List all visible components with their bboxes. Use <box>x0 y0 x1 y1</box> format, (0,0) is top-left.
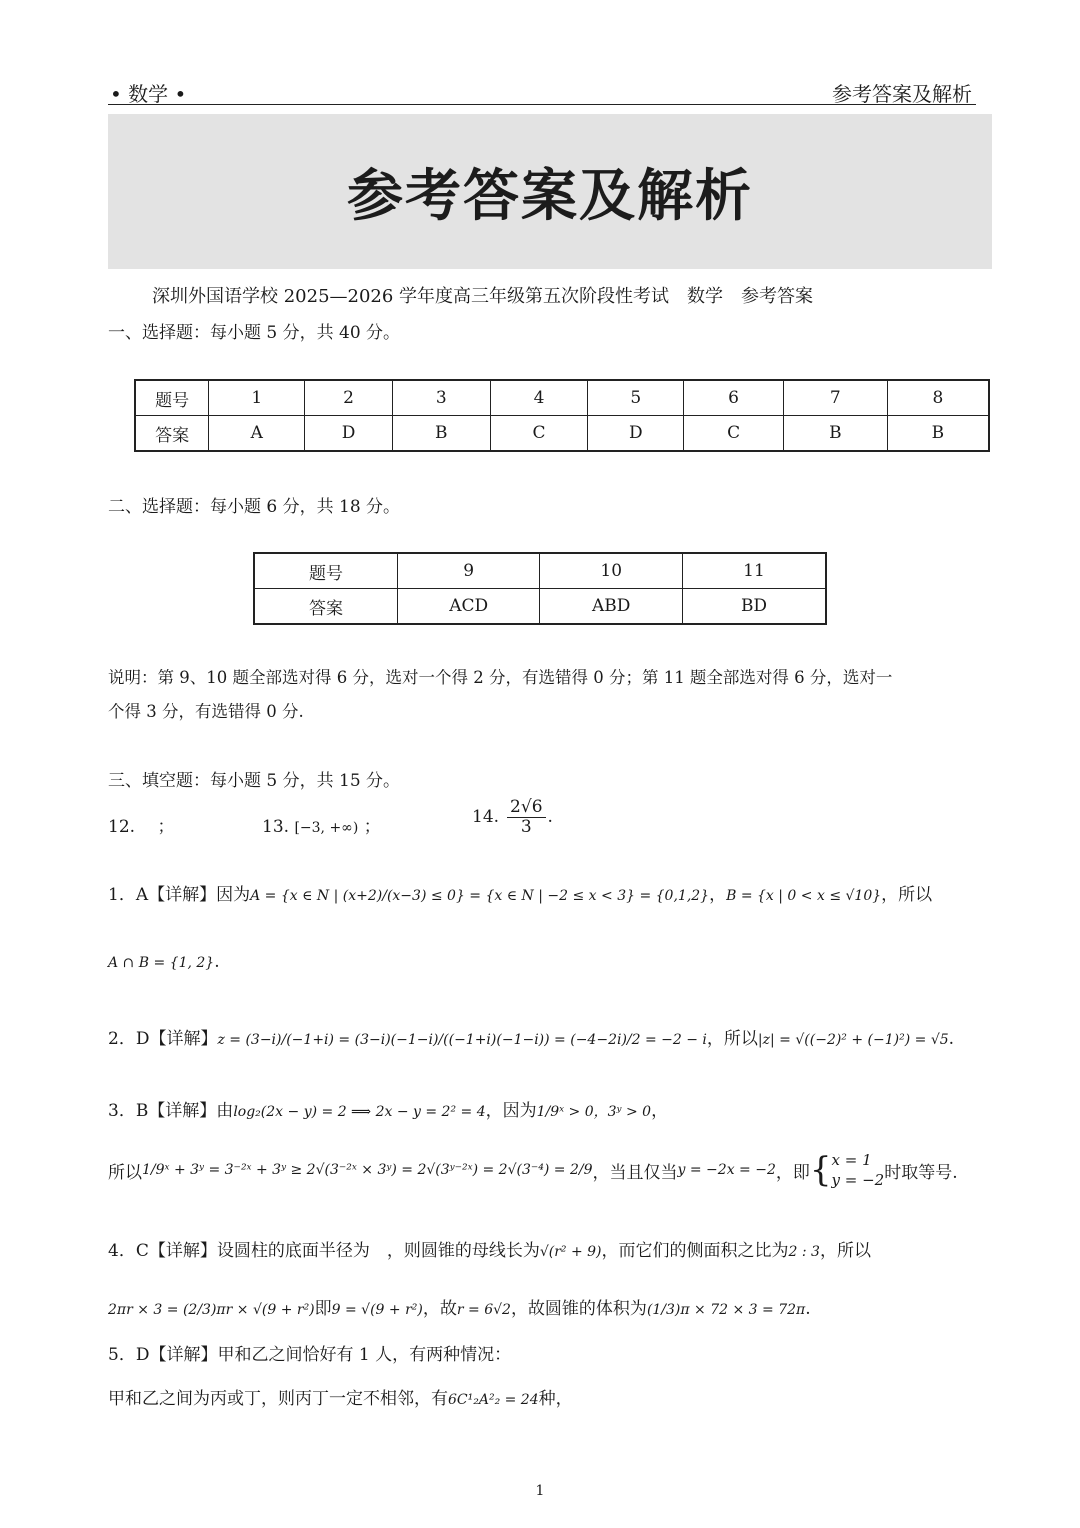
banner-title: 参考答案及解析 <box>347 162 753 229</box>
solution-4-line2 <box>108 1294 811 1319</box>
table-cell-label: 题号 <box>254 553 397 589</box>
table-cell: D <box>305 416 393 452</box>
solution-4-ratio: 2 : 3 <box>788 1244 820 1260</box>
solution-4-mid: ，而它们的侧面积之比为 <box>601 1241 789 1261</box>
solution-3-line2-mid2: ，即 <box>775 1162 810 1183</box>
system-line-1: x = 1 <box>831 1151 872 1169</box>
solution-1-line2-tail: . <box>214 952 220 972</box>
table-cell: 6 <box>684 380 784 416</box>
solution-3-line2-prefix: 所以 <box>108 1162 142 1183</box>
solution-4-equation: 2πr × 3 = (2/3)πr × √(9 + r²) <box>108 1302 315 1318</box>
table-row-answers <box>135 416 989 452</box>
table-cell: ABD <box>540 589 683 625</box>
solution-5-line1: 5．D【详解】甲和乙之间恰好有 1 人，有两种情况： <box>108 1345 512 1365</box>
solution-4-equation-2: 9 = √(9 + r²) <box>331 1302 423 1318</box>
solution-4-prefix: 4．C【详解】设圆柱的底面半径为 ，则圆锥的母线长为 <box>108 1241 540 1261</box>
solution-2-tail: . <box>948 1029 955 1049</box>
table-cell: 5 <box>588 380 684 416</box>
solution-4-volume: (1/3)π × 72 × 3 = 72π <box>646 1302 806 1318</box>
table-cell-label: 答案 <box>254 589 397 625</box>
table-cell: BD <box>683 589 827 625</box>
solution-5-count: 6C¹₂A²₂ = 24 <box>448 1392 539 1408</box>
answer-13-value: [−3, +∞) <box>294 820 359 836</box>
solution-1-intersection: A ∩ B = {1, 2} <box>108 955 215 971</box>
solution-4-tail: ，所以 <box>819 1241 871 1261</box>
table-cell: 2 <box>305 380 393 416</box>
table-cell: ACD <box>397 589 540 625</box>
solution-5-line2-prefix: 甲和乙之间为丙或丁，则丙丁一定不相邻，有 <box>108 1389 448 1409</box>
solution-4-line2-mid3: ，故圆锥的体积为 <box>510 1299 647 1319</box>
answer-14-label: 14. <box>472 807 500 828</box>
document-title: 深圳外国语学校 2025—2026 学年度高三年级第五次阶段性考试 数学 参考答案 <box>152 286 814 307</box>
solution-1-sep: ， <box>709 885 727 905</box>
table-cell: D <box>588 416 684 452</box>
table-cell: A <box>209 416 305 452</box>
solution-1 <box>108 880 932 905</box>
table-cell: 4 <box>490 380 588 416</box>
solution-4-line2-mid2: ，故 <box>422 1299 457 1319</box>
solution-2-expr-z: z = (3−i)/(−1+i) = (3−i)(−1−i)/((−1+i)(−1−i)) = (−4−2i)/2 = −2 − i <box>217 1032 707 1048</box>
table-cell: 11 <box>683 553 827 589</box>
table-row-numbers <box>254 553 826 589</box>
answer-14-tail: . <box>547 807 553 828</box>
section1-heading: 一、选择题：每小题 5 分，共 40 分。 <box>108 323 401 343</box>
section2-answer-table <box>253 552 827 625</box>
solution-1-suffix: ，所以 <box>881 885 933 905</box>
answer-14-fraction <box>507 798 545 836</box>
solution-3 <box>108 1096 668 1121</box>
table-cell: B <box>783 416 887 452</box>
solution-4 <box>108 1236 871 1261</box>
solution-1-set-a: A = {x ∈ N | (x+2)/(x−3) ≤ 0} = {x ∈ N | −2 ≤ x < 3} = {0,1,2} <box>250 888 710 904</box>
table-cell: C <box>490 416 588 452</box>
solution-3-line2 <box>108 1150 958 1191</box>
header-doc-type: 参考答案及解析 <box>832 82 972 106</box>
table-cell: B <box>887 416 989 452</box>
section3-heading: 三、填空题：每小题 5 分，共 15 分。 <box>108 771 401 791</box>
answer-14 <box>472 798 553 836</box>
solution-3-inequality: 1/9ˣ + 3ʸ = 3⁻²ˣ + 3ʸ ≥ 2√(3⁻²ˣ × 3ʸ) = 2√(3ʸ⁻²ˣ) = 2√(3⁻⁴) = 2/9 <box>142 1162 593 1179</box>
solution-3-prefix: 3．B【详解】由 <box>108 1101 234 1121</box>
table-cell-label: 答案 <box>135 416 209 452</box>
table-row-numbers <box>135 380 989 416</box>
solution-2-prefix: 2．D【详解】 <box>108 1029 218 1049</box>
section1-answer-table <box>134 379 990 452</box>
solution-5-line2-tail: 种， <box>538 1389 573 1409</box>
table-cell: B <box>392 416 490 452</box>
table-cell: 7 <box>783 380 887 416</box>
scoring-note-line1: 说明：第 9、10 题全部选对得 6 分，选对一个得 2 分，有选错得 0 分；第 11 题全部选对得 6 分，选对一 <box>108 668 893 687</box>
table-cell: 8 <box>887 380 989 416</box>
page-number: 1 <box>535 1483 545 1499</box>
answer-13-label: 13. <box>262 817 290 837</box>
table-cell: 3 <box>392 380 490 416</box>
solution-2 <box>108 1024 954 1049</box>
solution-3-system <box>832 1150 885 1191</box>
solution-3-mid: ，因为 <box>485 1101 537 1121</box>
solution-3-line2-mid: ，当且仅当 <box>592 1162 678 1183</box>
solution-3-positivity: 1/9ˣ > 0，3ʸ > 0 <box>536 1104 652 1120</box>
table-cell: 9 <box>397 553 540 589</box>
solution-2-mid: ，所以 <box>706 1029 758 1049</box>
solution-3-tail: ， <box>651 1101 669 1121</box>
scoring-note-line2: 个得 3 分，有选错得 0 分. <box>108 702 304 721</box>
solution-2-expr-modulus: |z| = √((−2)² + (−1)²) = √5 <box>757 1032 949 1048</box>
solution-3-line2-tail: 时取等号. <box>884 1162 958 1183</box>
table-cell: C <box>684 416 784 452</box>
section2-heading: 二、选择题：每小题 6 分，共 18 分。 <box>108 497 401 517</box>
title-banner <box>108 114 992 269</box>
table-cell: 1 <box>209 380 305 416</box>
solution-4-line2-tail: . <box>805 1299 811 1319</box>
table-row-answers <box>254 589 826 625</box>
solution-1-prefix: 1．A【详解】因为 <box>108 885 251 905</box>
header-subject: • 数学 • <box>110 82 187 106</box>
solution-1-set-b: B = {x | 0 < x ≤ √10} <box>726 888 882 904</box>
answer-14-numerator: 2√6 <box>507 798 545 818</box>
solution-5-line2 <box>108 1384 573 1409</box>
table-cell-label: 题号 <box>135 380 209 416</box>
system-line-2: y = −2 <box>831 1171 885 1190</box>
solution-3-log-expr: log₂(2x − y) = 2 ⟹ 2x − y = 2² = 4 <box>233 1104 486 1120</box>
answer-13-tail: ； <box>363 817 381 837</box>
solution-4-slant-height: √(r² + 9) <box>539 1244 602 1260</box>
table-cell: 10 <box>540 553 683 589</box>
solution-4-radius: r = 6√2 <box>456 1302 511 1318</box>
answer-14-denominator: 3 <box>520 816 532 837</box>
header-divider <box>108 104 976 105</box>
answer-13 <box>262 812 381 837</box>
answer-12: 12. ； <box>108 817 175 837</box>
solution-3-condition: y = −2x = −2 <box>677 1162 776 1179</box>
system-brace: { <box>809 1150 832 1191</box>
solution-1-line2 <box>108 952 220 972</box>
solution-4-line2-mid1: 即 <box>314 1299 332 1319</box>
